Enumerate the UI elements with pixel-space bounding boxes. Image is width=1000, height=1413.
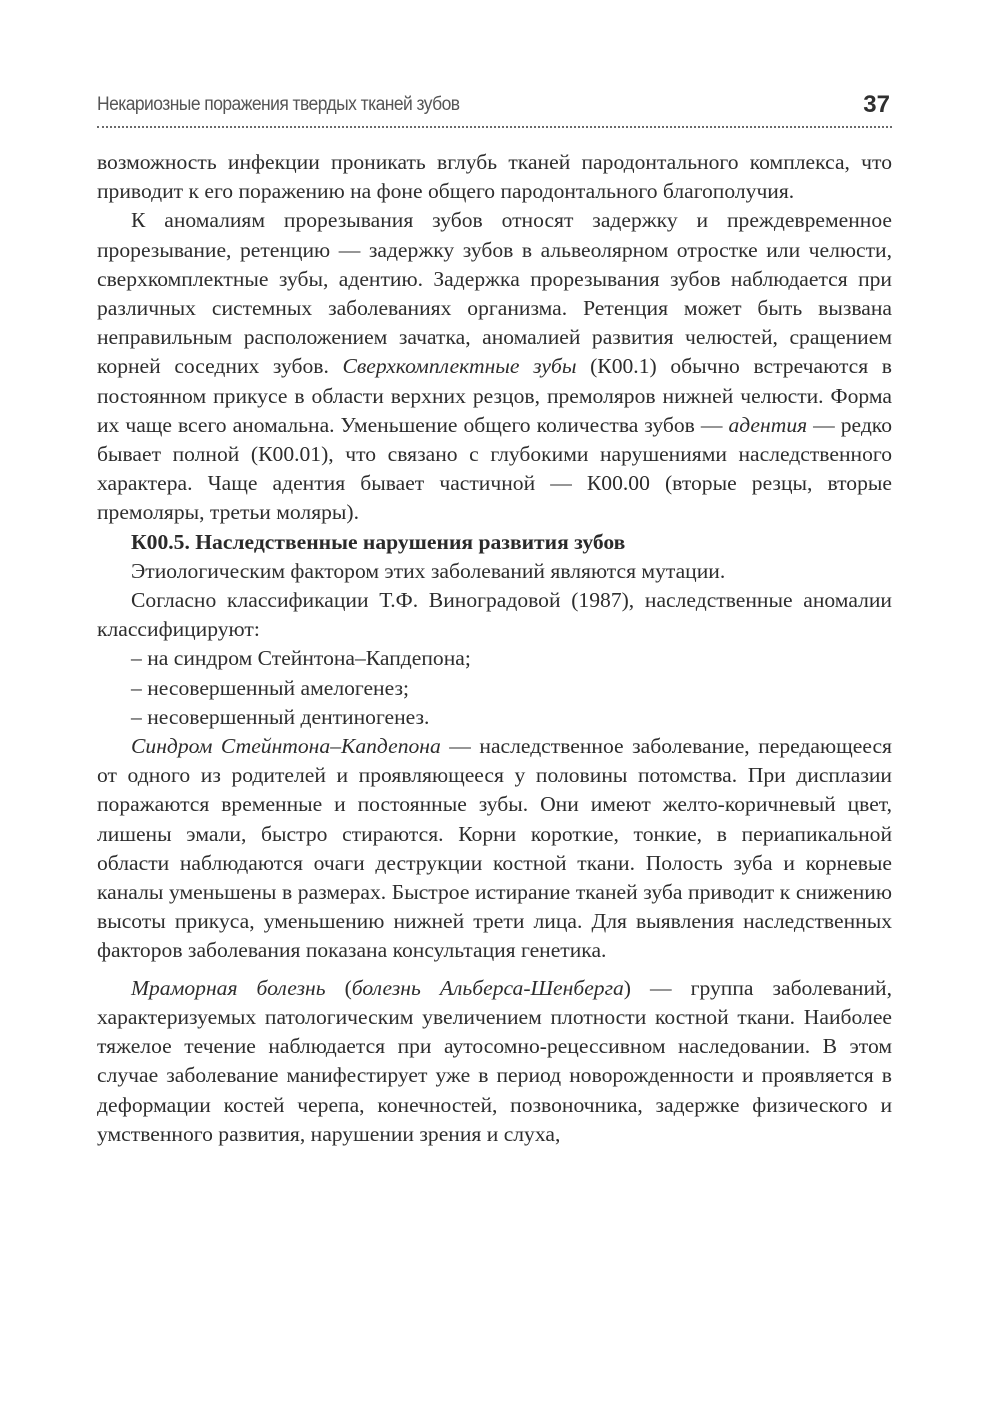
body-text (97, 148, 892, 1149)
list-item: – несовершенный амелогенез; (131, 675, 409, 700)
term-stainton-capdepont: Синдром Стейнтона–Капдепона (131, 734, 441, 759)
text-run: (К00.1) обычно встречаются в постоянном прикусе в области верхних резцов, премоляров нижней челюсти. Форма их чаще всего аномальна. Уменьшение общего количества зубов — (97, 354, 892, 437)
text-run: ( (325, 975, 352, 1000)
paragraph-etiology: Этиологическим фактором этих заболеваний являются мутации. (131, 558, 726, 583)
term-supernumerary-teeth: Сверхкомплектные зубы (342, 354, 577, 379)
text-run: ) — группа заболеваний, характеризуемых патологическим увеличением плотности костной ткани. Наиболее тяжелое течение наблюдается при аутосомно-рецессивном наследовании. В этом случае заболевание манифестирует уже в период новорожденности и проявляется в деформации костей черепа, конечностей, позвоночника, задержке физического и умственного развития, нарушении зрения и слуха, (97, 975, 892, 1146)
term-albers-schonberg: болезнь Альберса-Шенберга (351, 975, 624, 1000)
list-item: – несовершенный дентиногенез. (131, 704, 430, 729)
text-run: К аномалиям прорезывания зубов относят задержку и преждевременное прорезывание, ретенцию — задержку зубов в альвеолярном отростке или челюсти, сверхкомплектные зубы, адентию. Задержка прорезывания зубов наблюдается при различных системных заболеваниях организма. Ретенция может быть вызвана неправильным расположением зачатка, аномалией развития челюстей, сращением корней соседних зубов. (97, 208, 892, 379)
term-marble-disease: Мраморная болезнь (131, 975, 326, 1000)
term-adentia: адентия (728, 412, 808, 437)
paragraph-continuation: возможность инфекции проникать вглубь тканей пародонтального комплекса, что приводит к его поражению на фоне общего пародонтального благополучия. (97, 150, 892, 204)
paragraph-stainton-capdepont (97, 732, 892, 966)
page-number: 37 (863, 91, 890, 118)
page-header (97, 88, 892, 128)
section-heading: К00.5. Наследственные нарушения развития зубов (131, 529, 626, 554)
paragraph-classification: Согласно классификации Т.Ф. Виноградовой (1987), наследственные аномалии классифицируют: (97, 588, 892, 642)
text-run: — наследственное заболевание, передающееся от одного из родителей и проявляющееся у половины потомства. При дисплазии поражаются временные и постоянные зубы. Они имеют желто-коричневый цвет, лишены эмали, быстро стираются. Корни короткие, тонкие, в периапикальной области наблюдаются очаги деструкции костной ткани. Полость зуба и корневые каналы уменьшены в размерах. Быстрое истирание тканей зуба приводит к снижению высоты прикуса, уменьшению нижней трети лица. Для выявления наследственных факторов заболевания показана консультация генетика. (97, 734, 892, 963)
paragraph-eruption-anomalies (97, 206, 892, 527)
text-run: — редко бывает полной (К00.01), что связано с глубокими нарушениями наследственного характера. Чаще адентия бывает частичной — К00.00 (вторые резцы, вторые премоляры, третьи моляры). (97, 412, 892, 525)
list-item: – на синдром Стейнтона–Капдепона; (131, 646, 471, 671)
paragraph-marble-disease (97, 974, 892, 1149)
running-title: Некариозные поражения твердых тканей зубов (97, 94, 460, 115)
